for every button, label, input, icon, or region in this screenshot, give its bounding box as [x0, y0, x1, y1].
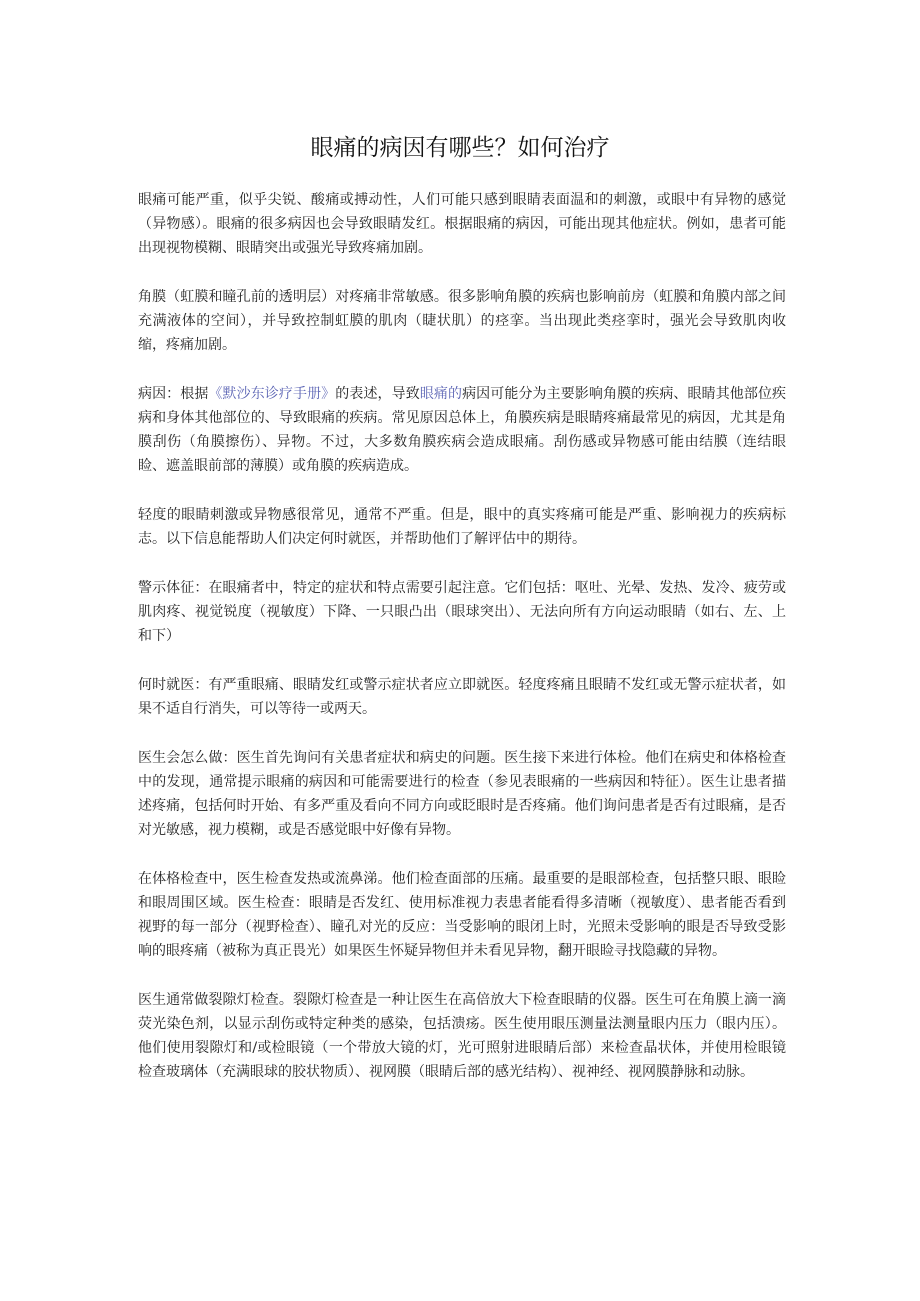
- page-title: 眼痛的病因有哪些？如何治疗: [310, 135, 610, 161]
- paragraph-slit-lamp: 医生通常做裂隙灯检查。裂隙灯检查是一种让医生在高倍放大下检查眼睛的仪器。医生可在角膜上滴一滴荧光染色剂，以显示刮伤或特定种类的感染，包括溃疡。医生使用眼压测量法测量眼内压力（眼内压）。他们使用裂隙灯和/或检眼镜（一个带放大镜的灯，光可照射进眼睛后部）来检查晶状体，并使用检眼镜检查玻璃体（充满眼球的胶状物质）、视网膜（眼睛后部的感光结构）、视神经、视网膜静脉和动脉。: [138, 992, 786, 1080]
- msd-manual-link[interactable]: 《默沙东诊疗手册》: [208, 386, 336, 402]
- causes-suffix: 病因可能分为主要影响角膜的疾病、眼睛其他部位疾病和身体其他部位的、导致眼痛的疾病。常见原因总体上，角膜疾病是眼睛疼痛最常见的病因，尤其是角膜刮伤（角膜擦伤）、异物。不过，大多数角膜疾病会造成眼痛。刮伤感或异物感可能由结膜（连结眼睑、遮盖眼前部的薄膜）或角膜的疾病造成。: [138, 386, 787, 474]
- paragraph-causes: [138, 382, 786, 478]
- causes-prefix: 病因：根据: [138, 386, 209, 402]
- paragraph-cornea: 角膜（虹膜和瞳孔前的透明层）对疼痛非常敏感。很多影响角膜的疾病也影响前房（虹膜和角膜内部之间充满液体的空间），并导致控制虹膜的肌肉（睫状肌）的痉挛。当出现此类痉挛时，强光会导致肌肉收缩，疼痛加剧。: [138, 289, 786, 353]
- causes-middle: 的表述，导致: [335, 386, 420, 402]
- paragraph-warning-signs: 警示体征：在眼痛者中，特定的症状和特点需要引起注意。它们包括：呕吐、光晕、发热、发冷、疲劳或肌肉疼、视觉锐度（视敏度）下降、一只眼凸出（眼球突出）、无法向所有方向运动眼睛（如右、左、上和下）: [138, 580, 786, 644]
- eye-pain-link[interactable]: 眼痛的: [419, 386, 463, 402]
- paragraph-mild-irritation: 轻度的眼睛刺激或异物感很常见，通常不严重。但是，眼中的真实疼痛可能是严重、影响视力的疾病标志。以下信息能帮助人们决定何时就医，并帮助他们了解评估中的期待。: [138, 507, 786, 547]
- paragraph-intro: 眼痛可能严重，似乎尖锐、酸痛或搏动性，人们可能只感到眼睛表面温和的刺激，或眼中有异物的感觉（异物感）。眼痛的很多病因也会导致眼睛发红。根据眼痛的病因，可能出现其他症状。例如，患者可能出现视物模糊、眼睛突出或强光导致疼痛加剧。: [138, 192, 786, 256]
- paragraph-physical-exam: 在体格检查中，医生检查发热或流鼻涕。他们检查面部的压痛。最重要的是眼部检查，包括整只眼、眼睑和眼周围区域。医生检查：眼睛是否发红、使用标准视力表患者能看得多清晰（视敏度）、患者能否看到视野的每一部分（视野检查）、瞳孔对光的反应：当受影响的眼闭上时，光照未受影响的眼是否导致受影响的眼疼痛（被称为真正畏光）如果医生怀疑异物但并未看见异物，翻开眼睑寻找隐藏的异物。: [138, 871, 786, 959]
- paragraph-when-to-see-doctor: 何时就医：有严重眼痛、眼睛发红或警示症状者应立即就医。轻度疼痛且眼睛不发红或无警示症状者，如果不适自行消失，可以等待一或两天。: [138, 677, 786, 717]
- article-body: [138, 188, 786, 1109]
- paragraph-what-doctor-does: 医生会怎么做：医生首先询问有关患者症状和病史的问题。医生接下来进行体检。他们在病史和体格检查中的发现，通常提示眼痛的病因和可能需要进行的检查（参见表眼痛的一些病因和特征）。医生让患者描述疼痛，包括何时开始、有多严重及看向不同方向或眨眼时是否疼痛。他们询问患者是否有过眼痛，是否对光敏感，视力模糊，或是否感觉眼中好像有异物。: [138, 750, 786, 838]
